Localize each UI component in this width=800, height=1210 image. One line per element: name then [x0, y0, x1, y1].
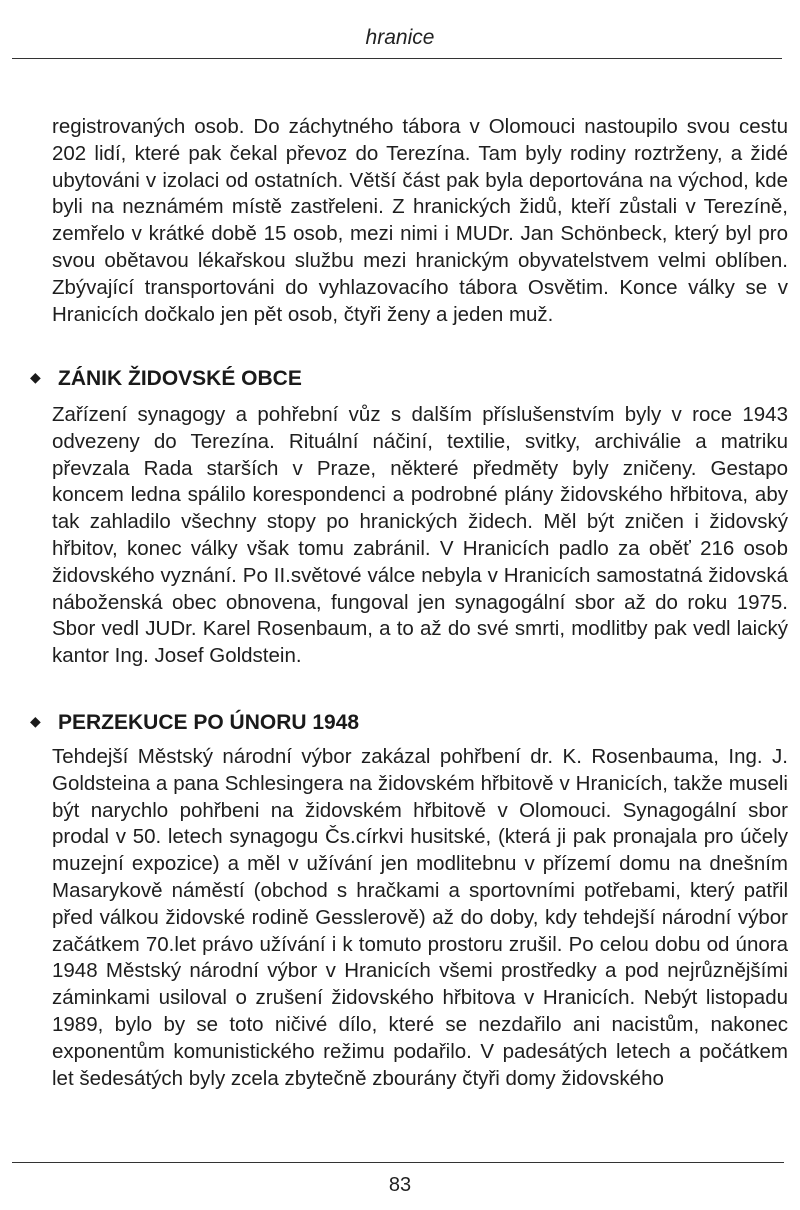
section-heading-text: PERZEKUCE PO ÚNORU 1948: [58, 711, 360, 734]
bullet-icon: ◆: [30, 712, 41, 729]
page-number: 83: [388, 1174, 412, 1196]
footer-divider: [12, 1162, 784, 1163]
paragraph-zanik-obce: Zařízení synagogy a pohřební vůz s dalším příslušenstvím byly v roce 1943 odvezeny do Terezína. Rituální náčiní, textilie, svitky, archiválie a matriku převzala Rada starších v Praze, některé předměty byly zničeny. Gestapo koncem ledna spálilo korespondenci a podrobné plány židovského hřbitova, aby tak zahladilo všechny stopy po hranických židech. Měl být zničen i židovský hřbitov, konec války však tomu zabránil. V Hranicích padlo za oběť 216 osob židovského vyznání. Po II.světové válce nebyla v Hranicích samostatná židovská náboženská obec obnovena, fungoval jen synagogální sbor až do roku 1975. Sbor vedl JUDr. Karel Rosenbaum, a to až do své smrti, modlitby pak vedl laický kantor Ing. Josef Goldstein.: [52, 403, 788, 668]
header-divider: [12, 58, 782, 59]
section-heading-zanik: [30, 367, 790, 391]
paragraph-perzekuce: Tehdejší Městský národní výbor zakázal pohřbení dr. K. Rosenbauma, Ing. J. Goldsteina a pana Schlesingera na židovském hřbitově v Hranicích, takže museli být narychlo pohřbeni na židovském hřbitově v Olomouci. Synagogální sbor prodal v 50. letech synagogu Čs.církvi husitské, (která ji pak pronajala pro účely muzejní expozice) a měl v užívání jen modlitebnu v přízemí domu na dnešním Masarykově náměstí (obchod s hračkami a sportovními potřebami, který patřil před válkou židovské rodině Gesslerově) až do doby, kdy tehdejší národní výbor začátkem 70.let právo užívání i k tomuto prostoru zrušil. Po celou dobu od února 1948 Městský národní výbor v Hranicích všemi prostředky a pod nejrůznějšími záminkami usiloval o zrušení židovského hřbitova v Hranicích. Nebýt listopadu 1989, bylo by se toto ničivé dílo, které se nezdařilo ani nacistům, nakonec exponentům komunistického režimu podařilo. V padesátých letech a počátkem let šedesátých byly zcela zbytečně zbourány čtyři domy židovského: [52, 745, 788, 1090]
paragraph-deportations: registrovaných osob. Do záchytného tábora v Olomouci nastoupilo svou cestu 202 lidí, které pak čekal převoz do Terezína. Tam byly rodiny roztrženy, a židé ubytováni v izolaci od ostatních. Větší část pak byla deportována na východ, kde byli na neznámém místě zastřeleni. Z hranických židů, kteří zůstali v Terezíně, zemřelo v krátké době 15 osob, mezi nimi i MUDr. Jan Schönbeck, který byl pro svou obětavou lékařskou službu mezi hranickým obyvatelstvem velmi oblíben. Zbývající transportováni do vyhlazovacího tábora Osvětim. Konce války se v Hranicích dočkalo jen pět osob, čtyři ženy a jeden muž.: [52, 115, 788, 326]
running-header-title: hranice: [365, 26, 435, 49]
section-heading-perzekuce: [30, 711, 790, 735]
bullet-icon: ◆: [30, 368, 41, 385]
section-heading-text: ZÁNIK ŽIDOVSKÉ OBCE: [58, 367, 302, 390]
